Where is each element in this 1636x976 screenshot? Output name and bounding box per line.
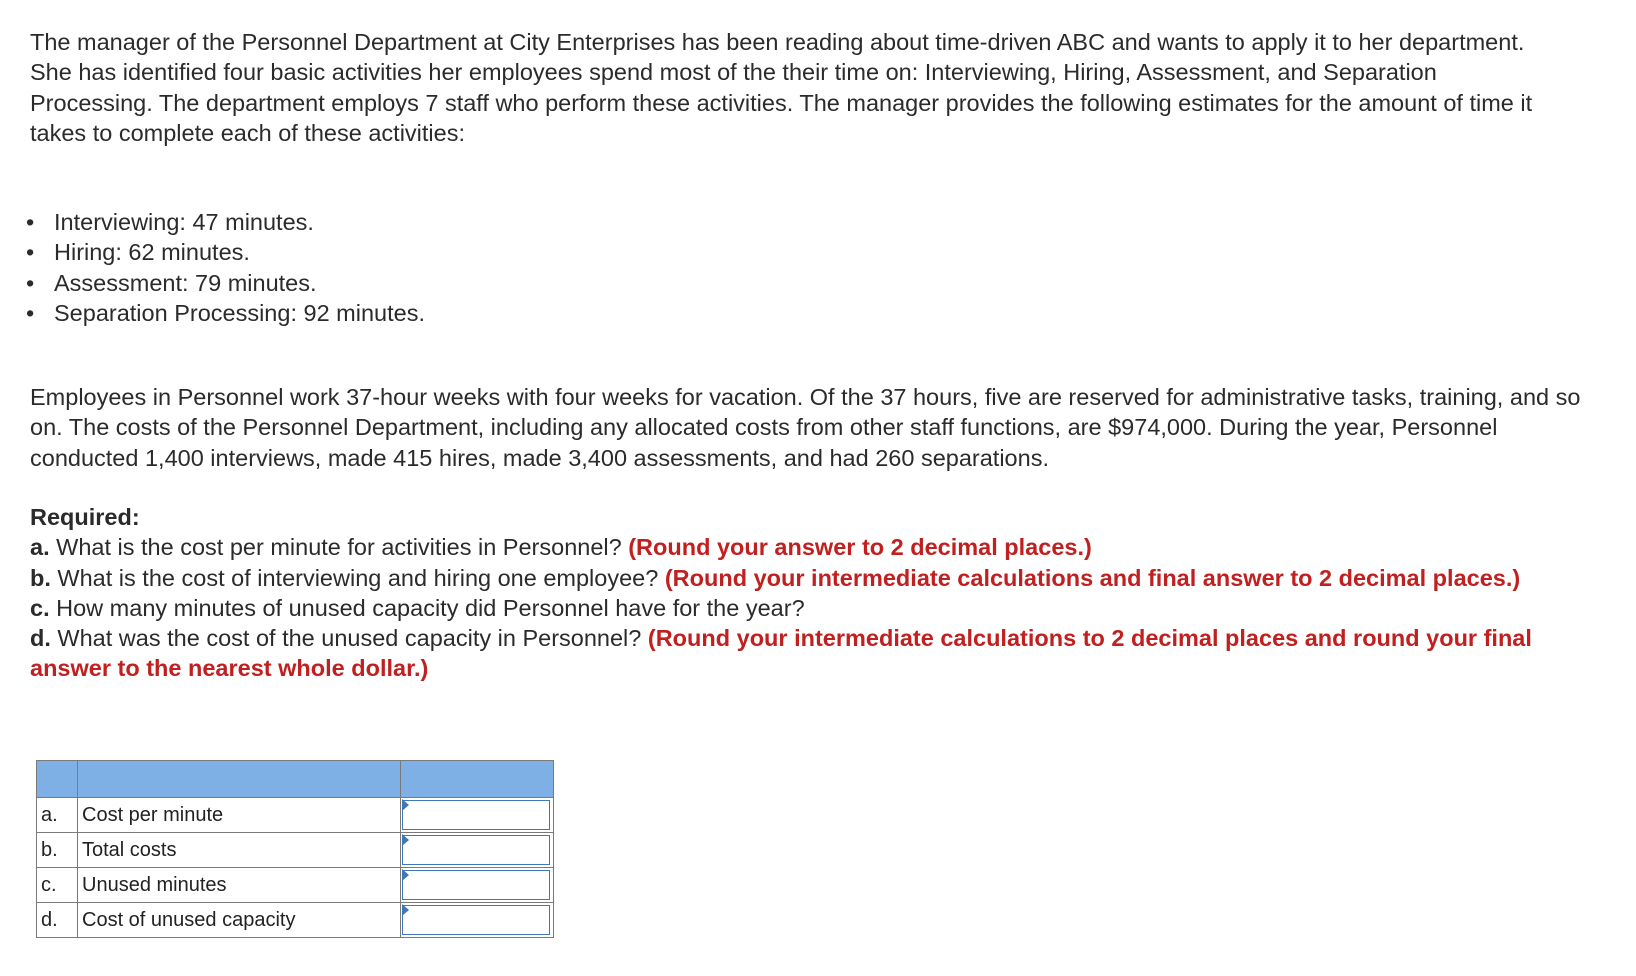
row-letter: c. — [37, 868, 78, 903]
table-row — [37, 868, 554, 903]
list-item: • Assessment: 79 minutes. — [26, 268, 425, 298]
table-row — [37, 798, 554, 833]
cost-per-minute-input[interactable] — [402, 800, 550, 830]
bullet-icon: • — [26, 269, 35, 296]
bullet-icon: • — [26, 239, 35, 266]
row-label: Cost of unused capacity — [78, 903, 401, 938]
cost-of-unused-capacity-input[interactable] — [402, 905, 550, 935]
table-row — [37, 833, 554, 868]
question-c: c. How many minutes of unused capacity did Personnel have for the year? — [30, 594, 805, 621]
question-d: d. What was the cost of the unused capacity in Personnel? (Round your intermediate calculations to 2 decimal places and round your final answer to the nearest whole dollar.) — [30, 625, 1532, 682]
details-paragraph: Employees in Personnel work 37-hour weeks with four weeks for vacation. Of the 37 hours, five are reserved for administrative tasks, training, and so on. The costs of the Personnel Department, including any allocated costs from other staff functions, are $974,000. During the year, Personnel conducted 1,400 interviews, made 415 hires, made 3,400 assessments, and had 260 separations. — [30, 384, 1581, 471]
bullet-icon: • — [26, 209, 35, 235]
rounding-note: (Round your intermediate calculations to 2 decimal places and round your final answer to the nearest whole dollar.) — [30, 625, 1532, 682]
unused-minutes-input[interactable] — [402, 870, 550, 900]
row-letter: d. — [37, 903, 78, 938]
total-costs-input[interactable] — [402, 835, 550, 865]
answer-table — [36, 760, 554, 938]
rounding-note: (Round your answer to 2 decimal places.) — [628, 534, 1092, 561]
required-heading: Required: — [30, 504, 140, 530]
row-label: Total costs — [78, 833, 401, 868]
bullet-icon: • — [26, 299, 35, 326]
table-header-row — [37, 761, 554, 798]
problem-statement — [26, 27, 1590, 682]
required-section — [30, 502, 1590, 684]
intro-paragraph: The manager of the Personnel Department at City Enterprises has been reading about time-driven ABC and wants to apply it to her department. She has identified four basic activities her employees spend most of the their time on: Interviewing, Hiring, Assessment, and Separation Processing. The department employs 7 staff who perform these activities. The manager provides the following estimates for the amount of time it takes to complete each of these activities: — [30, 29, 1533, 146]
table-row — [37, 903, 554, 938]
row-letter: b. — [37, 833, 78, 868]
question-b: b. What is the cost of interviewing and hiring one employee? (Round your intermediate calculations and final answer to 2 decimal places.) — [30, 564, 1521, 591]
activity-times-list — [26, 207, 425, 328]
row-label: Cost per minute — [78, 798, 401, 833]
row-label: Unused minutes — [78, 868, 401, 903]
list-item: • Hiring: 62 minutes. — [26, 237, 425, 267]
question-a: a. What is the cost per minute for activities in Personnel? (Round your answer to 2 decimal places.) — [30, 534, 1092, 561]
rounding-note: (Round your intermediate calculations and final answer to 2 decimal places.) — [664, 564, 1521, 591]
list-item: • Separation Processing: 92 minutes. — [26, 298, 425, 328]
row-letter: a. — [37, 798, 78, 833]
list-item: • Interviewing: 47 minutes. — [26, 207, 425, 237]
